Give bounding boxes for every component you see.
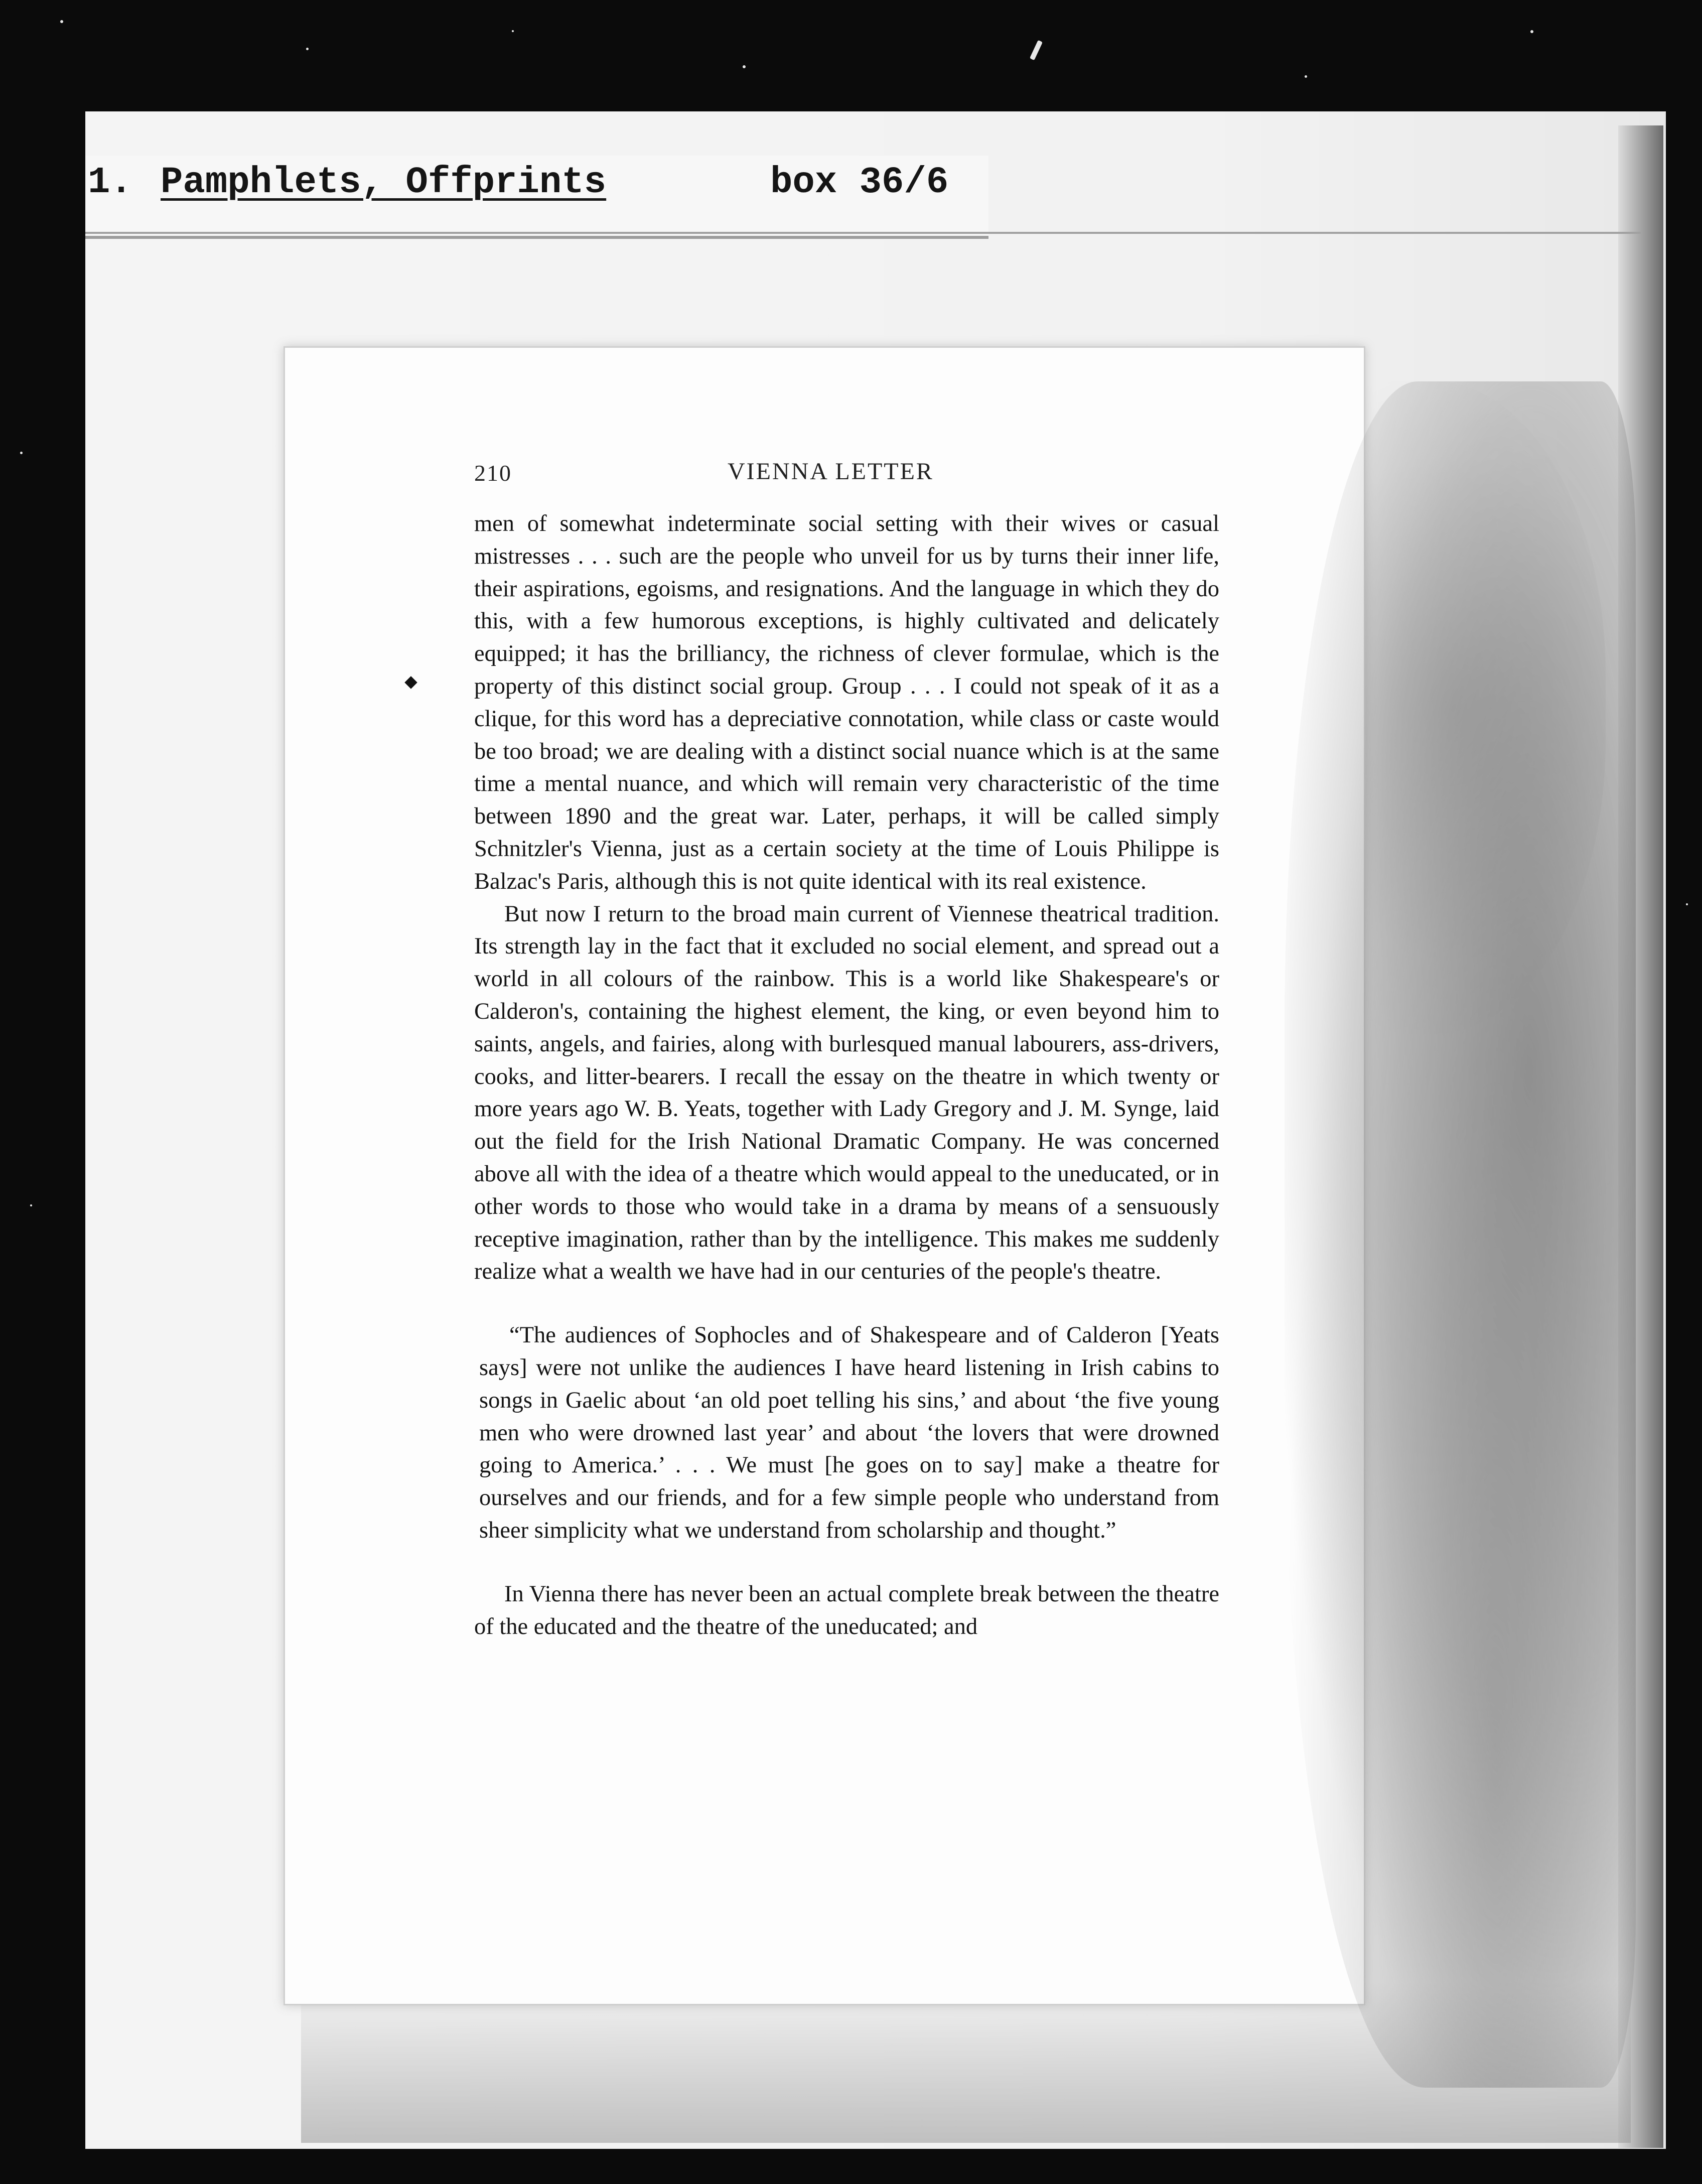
paragraph: men of somewhat indeterminate social setting with their wives or casual mistresses . . . such are the people who unveil for us by turns their inner life, their aspirations, egoisms, and resignations. And the language in which they do this, with a few humorous exceptions, is highly cultivated and delicately equipped; it has the brilliancy, the richness of clever formulae, which is the property of this distinct social group. Group . . . I could not speak of it as a clique, for this word has a depreciative connotation, while class or caste would be too broad; we are dealing with a distinct social nuance which is at the same time a mental nuance, and which will remain very characteristic of the time between 1890 and the great war. Later, perhaps, it will be called simply Schnitzler's Vienna, just as a certain society at the time of Louis Philippe is Balzac's Paris, although this is not quite identical with its real existence. <box>474 511 1219 894</box>
paragraph: In Vienna there has never been an actual complete break between the theatre of the educated and the theatre of the uneducated; and <box>474 1581 1219 1640</box>
folder-label-number: 1. <box>88 162 132 204</box>
running-head: VIENNA LETTER <box>728 458 934 485</box>
page-number: 210 <box>474 460 512 486</box>
water-stain-right <box>1285 381 1636 2088</box>
folder-label-title: Pamphlets, Offprints <box>161 162 607 204</box>
folder-label-box: box 36/6 <box>770 162 949 204</box>
label-divider <box>85 232 1641 234</box>
page-body <box>474 508 1219 1643</box>
block-quote: “The audiences of Sophocles and of Shakespeare and of Calderon [Yeats says] were not unlike the audiences I have heard listening in Irish cabins to songs in Gaelic about ‘an old poet telling his sins,’ and about ‘the five young men who were drowned last year’ and about ‘the lovers that were drowned going to America.’ . . . We must [he goes on to say] make a theatre for ourselves and our friends, and for a few simple people who understand from sheer simplicity what we understand from scholarship and thought.” <box>479 1322 1219 1543</box>
paragraph: But now I return to the broad main current of Viennese theatrical tradition. Its strength lay in the fact that it excluded no social element, and spread out a world in all colours of the rainbow. This is a world like Shakespeare's or Calderon's, containing the highest element, the king, or even beyond him to saints, angels, and fairies, along with burlesqued manual labourers, ass-drivers, cooks, and litter-bearers. I recall the essay on the theatre in which twenty or more years ago W. B. Yeats, together with Lady Gregory and J. M. Synge, laid out the field for the Irish National Dramatic Company. He was concerned above all with the idea of a theatre which would appeal to the uneducated, or in other words to those who would take in a drama by means of a sensuously receptive imagination, rather than by the intelligence. This makes me suddenly realize what a wealth we have had in our centuries of the people's theatre. <box>474 901 1219 1285</box>
